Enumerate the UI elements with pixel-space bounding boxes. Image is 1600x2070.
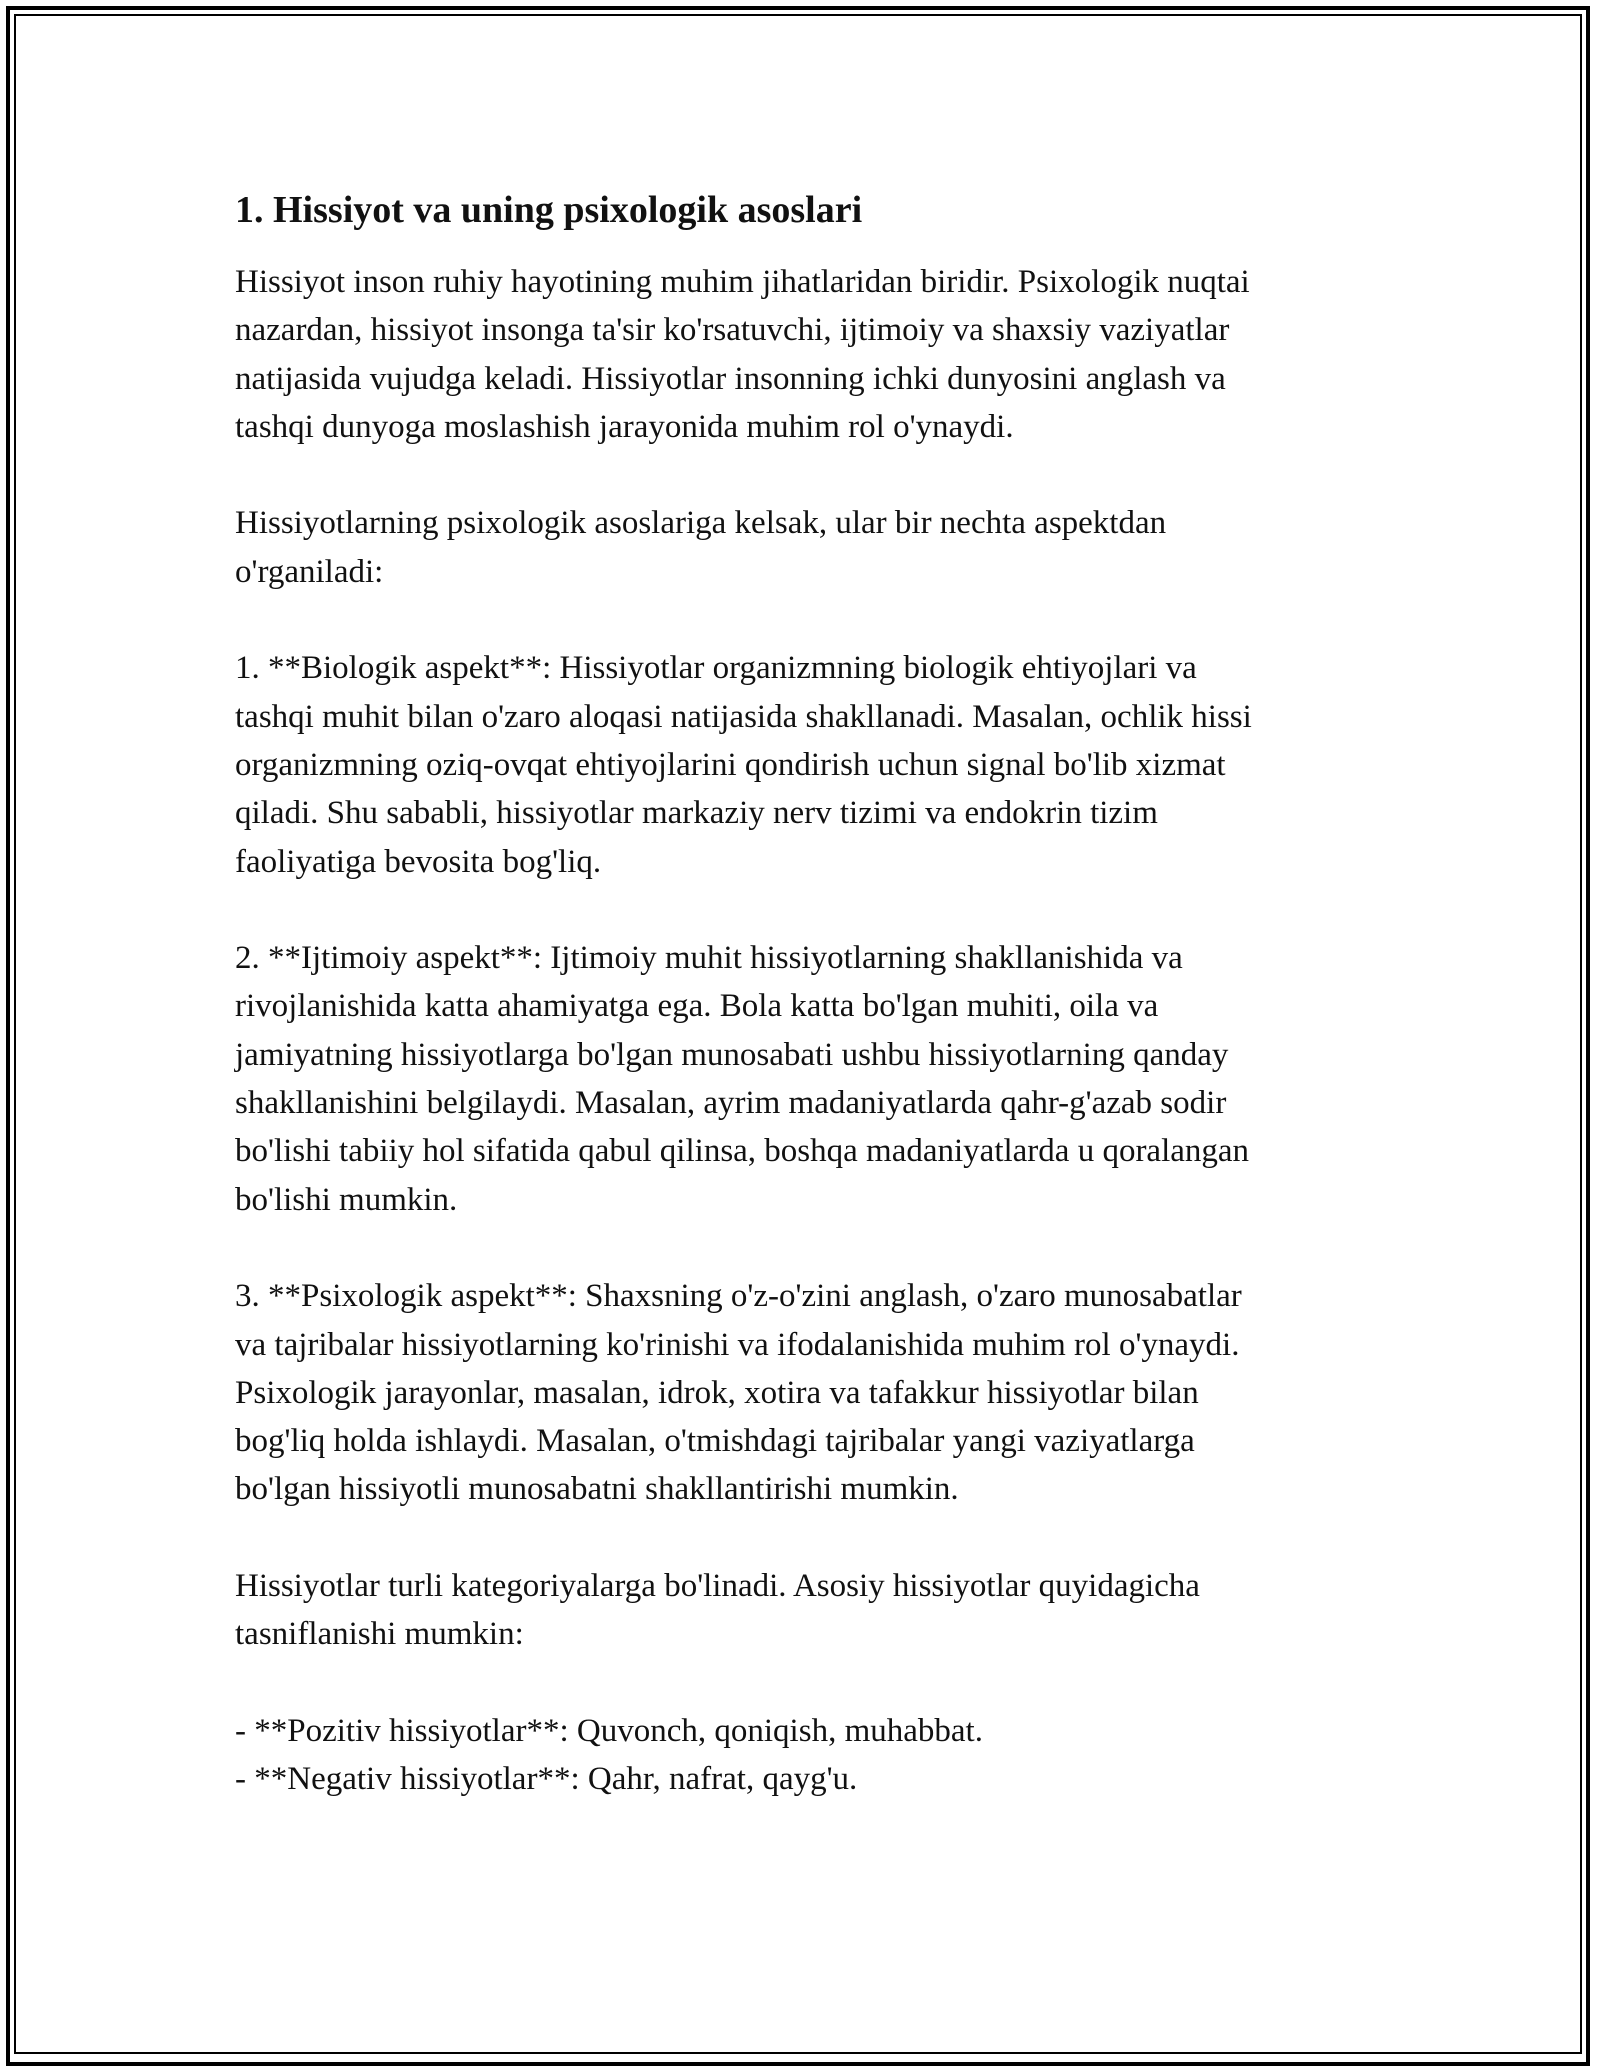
document-body xyxy=(235,186,1375,1804)
paragraph-psychological-aspect: 3. **Psixologik aspekt**: Shaxsning o'z-o'zini anglash, o'zaro munosabatlar va tajribalar hissiyotlarning ko'rinishi va ifodalanishida muhim rol o'ynaydi. Psixologik jarayonlar, masalan, idrok, xotira va tafakkur hissiyotlar bilan bog'liq holda ishlaydi. Masalan, o'tmishdagi tajribalar yangi vaziyatlarga bo'lgan hissiyotli munosabatni shakllantirishi mumkin. xyxy=(235,1278,1242,1508)
paragraph-spacer xyxy=(235,451,1375,499)
paragraph-spacer xyxy=(235,596,1375,644)
section-heading: 1. Hissiyot va uning psixologik asoslari xyxy=(235,189,863,231)
paragraph-spacer xyxy=(235,886,1375,934)
paragraph-spacer xyxy=(235,1514,1375,1562)
paragraph-spacer xyxy=(235,1659,1375,1707)
emotion-category-list: - **Pozitiv hissiyotlar**: Quvonch, qoniqish, muhabbat. - **Negativ hissiyotlar**: Qahr, nafrat, qayg'u. xyxy=(235,1712,983,1798)
paragraph-biological-aspect: 1. **Biologik aspekt**: Hissiyotlar organizmning biologik ehtiyojlari va tashqi muhit bilan o'zaro aloqasi natijasida shakllanadi. Masalan, ochlik hissi organizmning oziq-ovqat ehtiyojlarini qondirish uchun signal bo'lib xizmat qiladi. Shu sababli, hissiyotlar markaziy nerv tizimi va endokrin tizim faoliyatiga bevosita bog'liq. xyxy=(235,650,1252,880)
paragraph-aspects-intro: Hissiyotlarning psixologik asoslariga kelsak, ular bir nechta aspektdan o'rganiladi: xyxy=(235,505,1167,590)
paragraph-intro: Hissiyot inson ruhiy hayotining muhim jihatlaridan biridir. Psixologik nuqtai nazardan, hissiyot insonga ta'sir ko'rsatuvchi, ijtimoiy va shaxsiy vaziyatlar natijasida vujudga keladi. Hissiyotlar insonning ichki dunyosini anglash va tashqi dunyoga moslashish jarayonida muhim rol o'ynaydi. xyxy=(235,264,1250,445)
paragraph-spacer xyxy=(235,1224,1375,1272)
paragraph-social-aspect: 2. **Ijtimoiy aspekt**: Ijtimoiy muhit hissiyotlarning shakllanishida va rivojlanishida katta ahamiyatga ega. Bola katta bo'lgan muhiti, oila va jamiyatning hissiyotlarga bo'lgan munosabati ushbu hissiyotlarning qanday shakllanishini belgilaydi. Masalan, ayrim madaniyatlarda qahr-g'azab sodir bo'lishi tabiiy hol sifatida qabul qilinsa, boshqa madaniyatlarda u qoralangan bo'lishi mumkin. xyxy=(235,940,1250,1218)
paragraph-categories-intro: Hissiyotlar turli kategoriyalarga bo'linadi. Asosiy hissiyotlar quyidagicha tasniflanishi mumkin: xyxy=(235,1568,1200,1653)
